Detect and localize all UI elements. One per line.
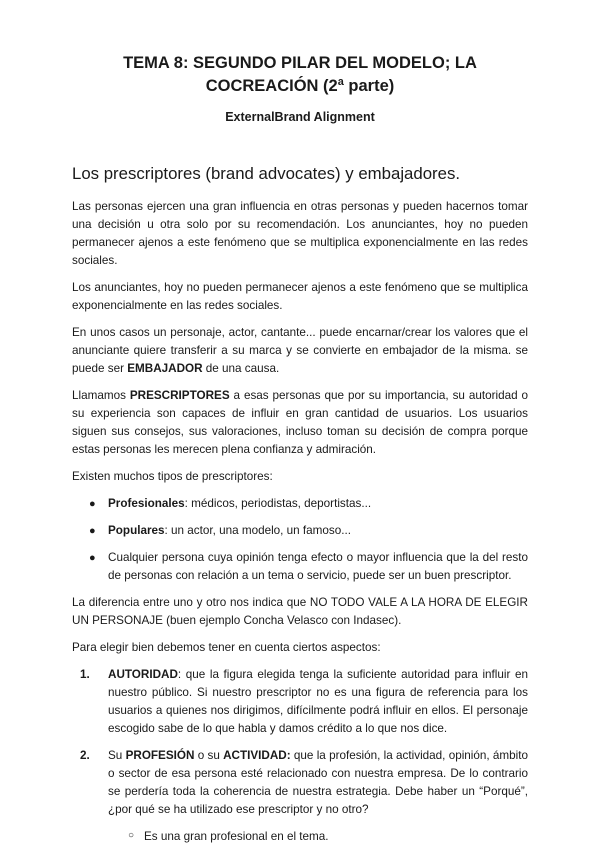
document-title xyxy=(60,52,540,98)
list-item xyxy=(72,495,528,513)
list-item-term: AUTORIDAD xyxy=(108,668,178,681)
selection-aspects-list xyxy=(72,666,528,819)
list-item xyxy=(72,522,528,540)
paragraph-3-text-b: de una causa. xyxy=(202,362,280,375)
document-subtitle: ExternalBrand Alignment xyxy=(225,110,375,124)
sub-list-item xyxy=(72,828,528,846)
paragraph-4-text-b: a esas personas que por su importancia, su autoridad o su experiencia son capaces de influir en gran cantidad de usuarios. Los usuarios siguen sus consejos, sus valoraciones, incluso toman su decisión de compra porque estas personas les merecen plena confianza y admiración. xyxy=(72,389,528,456)
list-item-term: Profesionales xyxy=(108,497,185,510)
sub-list xyxy=(72,828,528,846)
list-number: 1. xyxy=(80,668,90,681)
list-item-text: que la profesión, la actividad, opinión, ámbito o sector de esa persona esté relacionado con nuestra empresa. De lo contrario se perdería toda la coherencia de nuestra estrategia. Debe haber un “Porqué”, ¿por qué se ha utilizado ese prescriptor y no otro? xyxy=(108,749,528,816)
list-item xyxy=(72,666,528,738)
list-item-text-b: o su xyxy=(194,749,224,762)
title-line-1: TEMA 8: SEGUNDO PILAR DEL MODELO; LA xyxy=(123,54,477,72)
document-body xyxy=(72,163,528,850)
list-item-term-actividad: ACTIVIDAD: xyxy=(223,749,291,762)
section-heading: Los prescriptores (brand advocates) y embajadores. xyxy=(72,164,461,183)
list-item xyxy=(72,747,528,819)
paragraph-3-text-a: En unos casos un personaje, actor, cantante... puede encarnar/crear los valores que el anunciante quiere transferir a su marca y se convierte en embajador de la misma. se puede ser xyxy=(72,326,528,375)
paragraph-3 xyxy=(72,324,528,378)
list-item-text: : un actor, una modelo, un famoso... xyxy=(164,524,351,537)
paragraph-4 xyxy=(72,387,528,459)
list-number: 2. xyxy=(80,749,90,762)
circle-bullet-icon: ○ xyxy=(128,830,135,841)
paragraph-5: Existen muchos tipos de prescriptores: xyxy=(72,470,273,483)
bullet-icon: ● xyxy=(89,525,96,537)
list-item-text-a: Su xyxy=(108,749,126,762)
list-item-term-profesion: PROFESIÓN xyxy=(125,749,195,762)
paragraph-6: La diferencia entre uno y otro nos indica que NO TODO VALE A LA HORA DE ELEGIR UN PERSONAJE (buen ejemplo Concha Velasco con Indasec). xyxy=(72,596,528,627)
list-item-text: : médicos, periodistas, deportistas... xyxy=(184,497,372,510)
paragraph-7: Para elegir bien debemos tener en cuenta ciertos aspectos: xyxy=(72,641,381,654)
prescriptor-types-list xyxy=(72,495,528,585)
paragraph-4-text-a: Llamamos xyxy=(72,389,130,402)
list-item-term: Populares xyxy=(108,524,165,537)
bullet-icon: ● xyxy=(89,552,96,564)
paragraph-2: Los anunciantes, hoy no pueden permanecer ajenos a este fenómeno que se multiplica exponencialmente en las redes sociales. xyxy=(72,281,528,312)
title-line-2: COCREACIÓN (2ª parte) xyxy=(205,77,395,95)
list-item-text: Cualquier persona cuya opinión tenga efecto o mayor influencia que la del resto de personas con relación a un tema o servicio, puede ser un buen prescriptor. xyxy=(108,551,528,582)
embajador-term: EMBAJADOR xyxy=(127,362,203,375)
sub-list-item-text: Es una gran profesional en el tema. xyxy=(144,830,329,843)
prescriptores-term: PRESCRIPTORES xyxy=(129,389,230,402)
paragraph-1: Las personas ejercen una gran influencia en otras personas y pueden hacernos tomar una decisión u otra solo por su recomendación. Los anunciantes, hoy no pueden permanecer ajenos a este fenómeno que se multiplica exponencialmente en las redes sociales. xyxy=(72,200,528,267)
list-item xyxy=(72,549,528,585)
list-item-text: : que la figura elegida tenga la suficiente autoridad para influir en nuestro público. Si nuestro prescriptor no es una figura de referencia para los usuarios a quienes nos dirigimos, difícilmente podrá influir en ellos. El personaje escogido sabe de lo que habla y damos crédito a lo que nos dice. xyxy=(108,668,528,735)
bullet-icon: ● xyxy=(89,498,96,510)
